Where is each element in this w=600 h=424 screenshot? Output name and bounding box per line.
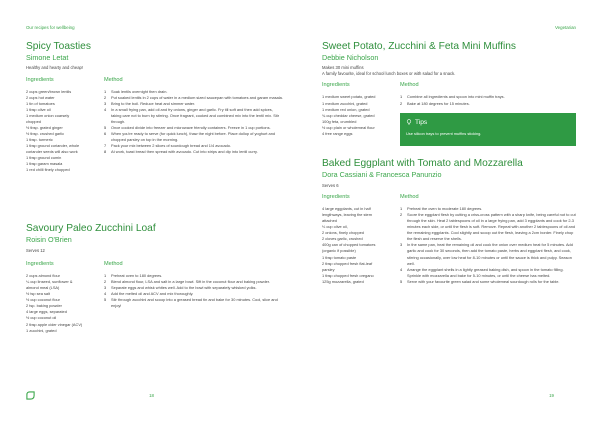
ingredient-item: 2 tbsp apple cider vinegar (ACV): [26, 321, 83, 327]
ingredient-item: 2 cloves garlic, crushed: [322, 236, 363, 242]
step-number: 8: [104, 149, 107, 155]
ingredient-item: 1 tbsp tomato paste: [322, 254, 357, 260]
recipe-baked-eggplant: [322, 158, 576, 285]
ingredient-item: 4 free range eggs: [322, 130, 353, 136]
step-text: In the same pan, heat the remaining oil and cook the onion over medium heat for 5 minutes. Add garlic and cook for 30 seconds, then add the tomato paste, herbs and eggplant flesh, and cook, stirring occasionally, over low heat for 8-10 minutes or until the sauce is thick and pulpy. Season well.: [407, 242, 573, 266]
ingredient-item: 1 tbsp ground cumin: [26, 155, 62, 161]
method-column: [400, 82, 576, 145]
method-step: [400, 101, 576, 107]
ingredient-item: ½ cup plain or wholemeal flour: [322, 124, 375, 130]
step-text: Serve with your favourite green salad and some wholemeal sourdough rolls for the table.: [407, 278, 560, 284]
ingredient-item: 4 large eggplants, cut in half: [322, 206, 371, 212]
ingredient-item: 2 cups hot water: [26, 94, 55, 100]
recipe-columns: [26, 261, 284, 333]
method-step: [400, 267, 576, 279]
step-text: Add the melted oil and ACV and mix thoroughly.: [111, 291, 194, 297]
recipe-columns: [322, 194, 576, 285]
method-list: [104, 273, 284, 309]
ingredient-item: ½ tsp sea salt: [26, 291, 51, 297]
step-number: 5: [104, 125, 107, 131]
ingredient-item: 400g can of chopped tomatoes: [322, 242, 376, 248]
method-step: [400, 242, 576, 266]
ingredient-item: 1 zucchini, grated: [26, 327, 57, 333]
ingredient-item: chopped: [26, 119, 41, 125]
ingredients-column: [322, 82, 400, 145]
ingredient-item: 4 large eggs, separated: [26, 309, 67, 315]
step-number: 1: [400, 94, 403, 100]
method-column: [104, 77, 284, 174]
recipe-author: Roisin O'Brien: [26, 235, 72, 245]
page-number: 18: [149, 393, 154, 398]
method-step: [400, 212, 576, 242]
ingredient-item: 1 medium zucchini, grated: [322, 100, 368, 106]
step-text: Arrange the eggplant shells in a lightly greased baking dish, and spoon in the tomato filling. Sprinkle with mozzarella and bake for 5-10 minutes, or until the cheese has melted.: [407, 266, 564, 278]
ingredients-heading: Ingredients: [322, 82, 350, 89]
recipe-title: Spicy Toasties: [26, 41, 91, 52]
step-text: Once cooked divide into freezer and microwave friendly containers. Freeze in 1 cup portions.: [111, 125, 271, 131]
step-number: 1: [104, 88, 107, 94]
step-text: Put soaked lentils in 2 cups of water in a medium sized saucepan with tomatoes and garam masala.: [111, 94, 283, 100]
method-heading: Method: [104, 76, 123, 83]
step-number: 6: [104, 131, 107, 137]
method-step: [104, 107, 284, 125]
step-number: 4: [104, 106, 107, 112]
method-step: [104, 149, 284, 155]
page-number: 19: [549, 393, 554, 398]
step-text: Combine all ingredients and spoon into mini muffin trays.: [407, 94, 505, 100]
ingredients-column: [26, 261, 104, 333]
step-number: 7: [104, 143, 107, 149]
step-text: When you're ready to serve (for quick lunch), thaw the night before. Place dollop of yoghurt and chopped parsley on top in the morning.: [111, 131, 276, 143]
recipe-columns: [26, 77, 284, 174]
step-text: Bake at 180 degrees for 15 minutes.: [407, 100, 470, 106]
ingredient-list: [26, 273, 104, 333]
ingredient-item: ½ tbsp. crushed garlic: [26, 131, 65, 137]
ingredient-item: coriander seeds will also work: [26, 149, 78, 155]
ingredient-item: 125g mozzarella, grated: [322, 278, 364, 284]
method-step: [104, 297, 284, 309]
ingredient-list: [322, 206, 400, 285]
step-text: At work, toast bread then spread with avocado. Cut into strips and dip into lentil curry.: [111, 149, 258, 155]
ingredient-item: almond meal (LSA): [26, 285, 60, 291]
recipe-intro: Makes 30 mini muffins A family favourite, ideal for school lunch boxes or with salad for a snack.: [322, 65, 456, 76]
recipe-author: Dora Cassiani & Francesca Panunzio: [322, 170, 442, 180]
ingredient-item: lengthways, leaving the stem: [322, 212, 372, 218]
step-number: 3: [104, 285, 107, 291]
method-column: [400, 194, 576, 285]
ingredient-item: (organic if possible): [322, 248, 356, 254]
recipe-intro: Healthy and hearty and cheap!: [26, 65, 84, 71]
method-list: [400, 206, 576, 285]
step-text: Separate eggs and whisk whites well. Add to the bowl with separately whisked yolks.: [111, 285, 257, 291]
recipe-spicy-toasties: [26, 41, 284, 173]
method-step: [400, 279, 576, 285]
step-text: Soak lentils overnight then drain.: [111, 88, 168, 94]
recipe-author: Simone Letat: [26, 53, 69, 63]
recipe-columns: [322, 82, 576, 145]
ingredient-item: ¾ cup cheddar cheese, grated: [322, 112, 375, 118]
ingredient-item: 2 tbsp chopped fresh flat-leaf: [322, 260, 373, 266]
ingredients-column: [322, 194, 400, 285]
ingredient-item: 1 tbsp garam masala: [26, 161, 63, 167]
method-list: [400, 94, 576, 106]
recipe-title: Baked Eggplant with Tomato and Mozzarella: [322, 158, 523, 169]
recipe-author: Debbie Nicholson: [322, 53, 379, 63]
ingredient-item: parsley: [322, 266, 335, 272]
ingredient-item: 2 tsp. baking powder: [26, 303, 62, 309]
ingredient-item: 2 cups almond flour: [26, 273, 60, 279]
step-number: 4: [104, 291, 107, 297]
ingredients-heading: Ingredients: [26, 261, 54, 268]
step-number: 2: [104, 279, 107, 285]
step-text: Preheat the oven to moderate 180 degrees.: [407, 206, 483, 212]
step-number: 2: [400, 100, 403, 106]
step-number: 2: [104, 94, 107, 100]
method-heading: Method: [400, 82, 419, 89]
step-text: Stir through zucchini and scoop into a greased bread tin and bake for 30 minutes. Cool, slice and enjoy!: [111, 297, 278, 309]
ingredient-item: 1 medium onion coarsely: [26, 113, 70, 118]
lightbulb-icon: [406, 119, 412, 125]
tips-title: Tips: [415, 118, 428, 126]
method-list: [104, 89, 284, 156]
ingredient-list: [26, 89, 104, 174]
ingredient-item: ¼ cup linseed, sunflower &: [26, 279, 73, 285]
step-text: Preheat oven to 180 degrees.: [111, 273, 163, 279]
running-header: Vegetarian: [555, 25, 576, 30]
ingredient-item: 2 cups green/brown lentils: [26, 88, 72, 94]
ingredients-heading: Ingredients: [26, 76, 54, 83]
step-text: Bring to the boil. Reduce heat and simmer water.: [111, 100, 196, 106]
ingredient-item: 1 tin of tomatoes: [26, 100, 55, 106]
step-number: 3: [104, 100, 107, 106]
method-heading: Method: [104, 261, 123, 268]
tips-text: Use silicon trays to prevent muffins sticking.: [406, 130, 482, 136]
ingredient-item: attached: [322, 218, 337, 224]
step-number: 1: [104, 273, 107, 279]
step-text: Blend almond flour, LSA and salt in a large bowl. Sift in the coconut flour and baking powder.: [111, 279, 270, 285]
step-number: 5: [104, 297, 107, 303]
recipe-zucchini-loaf: [26, 223, 284, 334]
tips-heading: [406, 119, 570, 126]
ingredients-heading: Ingredients: [322, 194, 350, 201]
ingredient-item: 1 medium sweet potato, grated: [322, 94, 376, 100]
ingredients-column: [26, 77, 104, 174]
ingredient-item: ½ cup coconut oil: [26, 315, 57, 321]
ingredient-item: 1 tbsp. turmeric: [26, 137, 53, 143]
right-page: [300, 0, 600, 424]
ingredient-item: 2 onions, finely chopped: [322, 230, 364, 236]
step-text: In a small frying pan, add oil and fry onions, ginger and garlic. Fry till soft and then add spices, taking care not to burn by stirring. Once fragrant, cooked and combined mix into the lentil mix. Stir through.: [111, 106, 280, 125]
ingredient-item: 1 tbsp olive oil: [26, 106, 51, 112]
step-number: 1: [400, 206, 403, 212]
ingredient-item: 1 red chilli finely chopped: [26, 167, 70, 173]
step-number: 5: [400, 278, 403, 284]
method-step: [104, 131, 284, 143]
step-number: 3: [400, 242, 403, 248]
ingredient-item: 100g feta, crumbled: [322, 118, 357, 124]
step-text: Pack your mix between 2 slices of sourdough bread and 1/4 avocado.: [111, 143, 232, 149]
recipe-serves: Serves 12: [26, 248, 45, 254]
ingredient-item: 1 medium red onion, grated: [322, 106, 370, 112]
leaf-icon: [26, 391, 35, 400]
recipe-mini-muffins: [322, 41, 576, 146]
ingredient-list: [322, 94, 400, 136]
ingredient-item: ⅓ cup olive oil,: [322, 224, 348, 230]
tips-box: [400, 113, 576, 146]
method-heading: Method: [400, 194, 419, 201]
recipe-title: Sweet Potato, Zucchini & Feta Mini Muffins: [322, 41, 517, 52]
ingredient-item: 1 tbsp chopped fresh oregano: [322, 272, 374, 278]
recipe-serves: Serves 6: [322, 183, 339, 189]
step-number: 2: [400, 212, 403, 218]
running-header: Our recipes for wellbeing: [26, 25, 75, 30]
method-column: [104, 261, 284, 333]
step-text: Score the eggplant flesh by cutting a criss-cross pattern with a sharp knife, being careful not to cut through the skin. Heat 2 tablespoons of oil in a large frying pan, add 3 eggplants and cook for 2-3 minutes each side, or until the flesh is soft. Remove. Repeat with another 2 tablespoons of oil and the remaining eggplants. Cool slightly and scoop out the flesh, leaving a 2cm border. Finely chop the flesh and reserve the shells.: [407, 212, 576, 242]
ingredient-item: 1 tbsp ground coriander, whole: [26, 143, 80, 149]
ingredient-item: ½ cup coconut flour: [26, 297, 60, 303]
step-number: 4: [400, 266, 403, 272]
recipe-title: Savoury Paleo Zucchini Loaf: [26, 223, 156, 234]
ingredient-item: ½ tbsp. grated ginger: [26, 125, 63, 131]
